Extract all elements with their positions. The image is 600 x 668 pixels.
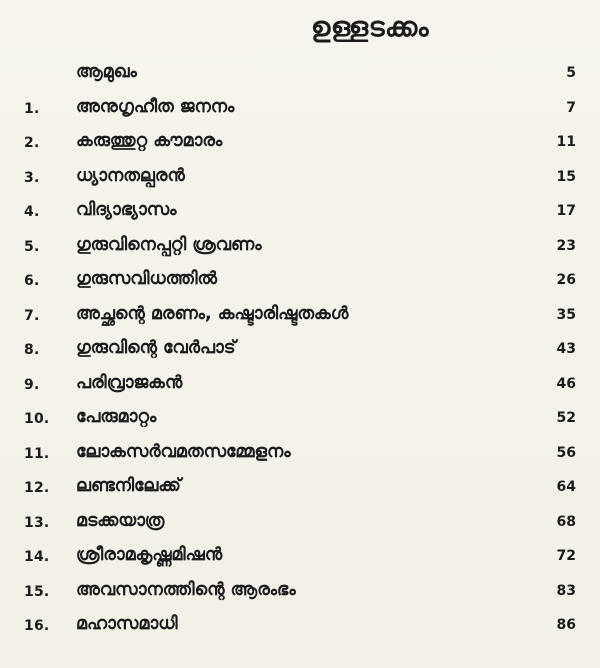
chapter-number: 14. xyxy=(24,549,50,565)
chapter-title: അവസാനത്തിന്റെ ആരംഭം xyxy=(76,579,296,600)
chapter-number: 13. xyxy=(24,514,50,531)
chapter-number: 9. xyxy=(24,376,40,393)
page-title: ഉള്ളടക്കം xyxy=(310,12,430,43)
chapter-title: ധ്യാനതല്പരൻ xyxy=(76,165,185,186)
chapter-title: പരിവ്രാജകൻ xyxy=(76,372,183,393)
chapter-number: 1. xyxy=(24,100,40,117)
page-number: 7 xyxy=(566,99,576,116)
page-number: 5 xyxy=(566,65,576,81)
toc-row xyxy=(0,93,600,128)
page-number: 17 xyxy=(556,203,576,219)
page-number: 83 xyxy=(556,582,576,599)
chapter-number: 4. xyxy=(24,204,40,220)
chapter-title: ലണ്ടനിലേക്ക് xyxy=(76,476,181,496)
page-number: 26 xyxy=(556,272,576,288)
chapter-title: മഹാസമാധി xyxy=(76,614,178,634)
page-number: 15 xyxy=(556,168,576,185)
chapter-number: 3. xyxy=(24,169,40,186)
toc-row xyxy=(0,162,600,197)
chapter-title: ഗുരുസവിധത്തിൽ xyxy=(76,269,218,289)
page-number: 86 xyxy=(556,617,576,633)
chapter-title: കരുത്തുറ്റ കൗമാരം xyxy=(76,131,223,151)
toc-row xyxy=(0,334,600,369)
chapter-title: ഗുരുവിന്റെ വേർപാട് xyxy=(76,338,236,358)
chapter-number: 5. xyxy=(24,238,40,255)
chapter-number: 12. xyxy=(24,480,50,496)
table-of-contents xyxy=(0,58,600,645)
page-number: 11 xyxy=(556,134,576,150)
toc-row xyxy=(0,507,600,542)
toc-row xyxy=(0,610,600,645)
page-number: 43 xyxy=(556,341,576,357)
toc-row xyxy=(0,300,600,335)
toc-row xyxy=(0,438,600,473)
chapter-title: പേരുമാറ്റം xyxy=(76,407,157,427)
page-number: 72 xyxy=(556,548,576,564)
chapter-number: 8. xyxy=(24,342,40,358)
toc-row xyxy=(0,576,600,611)
toc-row xyxy=(0,541,600,576)
chapter-number: 15. xyxy=(24,583,50,600)
chapter-title: വിദ്യാഭ്യാസം xyxy=(76,200,177,220)
chapter-title: മടക്കയാത്ര xyxy=(76,510,165,531)
toc-row xyxy=(0,403,600,438)
toc-row xyxy=(0,369,600,404)
toc-row xyxy=(0,265,600,300)
chapter-title: ആമുഖം xyxy=(76,62,137,82)
chapter-title: അനുഗൃഹീത ജനനം xyxy=(76,96,235,117)
chapter-title: ശ്രീരാമകൃഷ്ണമിഷൻ xyxy=(76,545,223,565)
chapter-number: 2. xyxy=(24,135,40,151)
chapter-title: ഗുരുവിനെപ്പറ്റി ശ്രവണം xyxy=(76,234,262,255)
toc-row xyxy=(0,472,600,507)
toc-row xyxy=(0,231,600,266)
chapter-number: 11. xyxy=(24,445,50,462)
page-number: 64 xyxy=(556,479,576,495)
chapter-number: 10. xyxy=(24,411,50,427)
page-number: 52 xyxy=(556,410,576,426)
chapter-number: 16. xyxy=(24,618,50,634)
chapter-title: ലോകസർവമതസമ്മേളനം xyxy=(76,441,291,462)
page-number: 23 xyxy=(556,237,576,254)
page-number: 56 xyxy=(556,444,576,461)
page-number: 35 xyxy=(556,306,576,323)
toc-row xyxy=(0,196,600,231)
toc-row xyxy=(0,58,600,93)
page-number: 46 xyxy=(556,375,576,392)
chapter-number: 7. xyxy=(24,307,40,324)
toc-row xyxy=(0,127,600,162)
page-number: 68 xyxy=(556,513,576,530)
chapter-number: 6. xyxy=(24,273,40,289)
chapter-title: അച്ഛന്റെ മരണം, കഷ്ടാരിഷ്ടതകൾ xyxy=(76,303,349,324)
